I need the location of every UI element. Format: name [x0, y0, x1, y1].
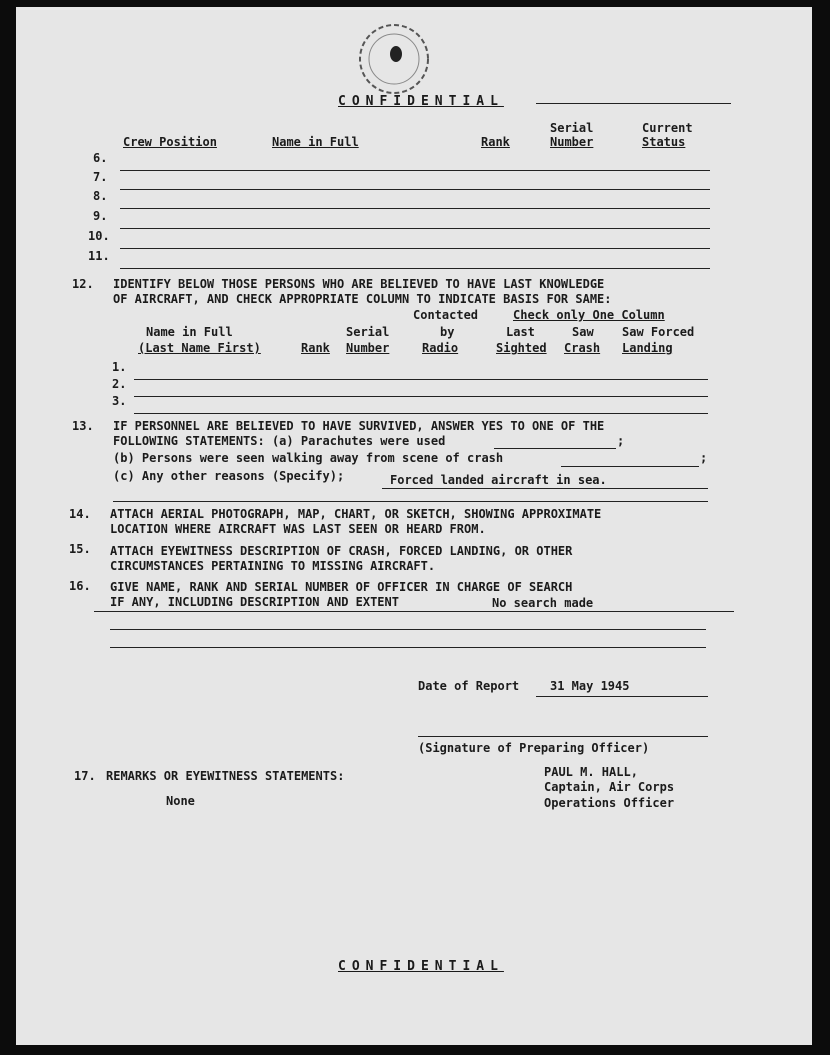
item17-label: REMARKS OR EYEWITNESS STATEMENTS: — [106, 769, 345, 783]
item12-header-sighted: Sighted — [496, 341, 547, 355]
circular-stamp-icon — [356, 21, 432, 97]
item13-line1: IF PERSONNEL ARE BELIEVED TO HAVE SURVIVED, ANSWER YES TO ONE OF THE — [113, 419, 605, 433]
date-line — [536, 696, 708, 697]
item16-line-2 — [110, 629, 706, 630]
date-label: Date of Report — [418, 679, 520, 693]
item12-header-landing: Landing — [622, 341, 673, 355]
crew-row-line — [120, 248, 710, 249]
signature-label: (Signature of Preparing Officer) — [418, 741, 650, 755]
item13-line2: FOLLOWING STATEMENTS: (a) Parachutes were used — [113, 434, 446, 448]
crew-row-number: 8. — [93, 189, 108, 203]
item14-line2: LOCATION WHERE AIRCRAFT WAS LAST SEEN OR HEARD FROM. — [110, 522, 486, 536]
crew-row-line — [120, 208, 710, 209]
header-rank: Rank — [481, 135, 510, 149]
item13-line2-end: ; — [617, 434, 625, 448]
footer-confidential: CONFIDENTIAL — [338, 959, 504, 974]
header-name-in-full: Name in Full — [272, 135, 359, 149]
header-serial-number: Number — [550, 135, 594, 149]
item12-line2: OF AIRCRAFT, AND CHECK APPROPRIATE COLUMN TO INDICATE BASIS FOR SAME: — [113, 292, 612, 306]
item16-line1: GIVE NAME, RANK AND SERIAL NUMBER OF OFFICER IN CHARGE OF SEARCH — [110, 580, 573, 594]
item13-answer: Forced landed aircraft in sea. — [390, 473, 607, 487]
crew-row-number: 9. — [93, 209, 108, 223]
crew-row-number: 10. — [88, 229, 110, 243]
item17-value: None — [166, 794, 195, 808]
item12-row-number: 2. — [112, 377, 127, 391]
item13-b-answer-line — [561, 466, 699, 467]
date-value: 31 May 1945 — [550, 679, 630, 693]
item12-row-line — [134, 396, 708, 397]
item16-answer: No search made — [492, 596, 594, 610]
item13-line3: (b) Persons were seen walking away from scene of crash — [113, 451, 504, 465]
item14-number: 14. — [69, 507, 91, 521]
crew-row-line — [120, 228, 710, 229]
header-crew-position: Crew Position — [123, 135, 217, 149]
item12-header-radio: Radio — [422, 341, 459, 355]
item12-header-rank: Rank — [301, 341, 330, 355]
item12-header-by: by — [440, 325, 455, 339]
item13-a-answer-line — [494, 448, 616, 449]
crew-row-number: 7. — [93, 170, 108, 184]
item12-header-last: Last — [506, 325, 535, 339]
item12-line1: IDENTIFY BELOW THOSE PERSONS WHO ARE BELIEVED TO HAVE LAST KNOWLEDGE — [113, 277, 605, 291]
item14-line1: ATTACH AERIAL PHOTOGRAPH, MAP, CHART, OR SKETCH, SHOWING APPROXIMATE — [110, 507, 602, 521]
signature-title: Operations Officer — [544, 796, 675, 810]
item16-line2: IF ANY, INCLUDING DESCRIPTION AND EXTENT — [110, 595, 399, 609]
item12-header-name: Name in Full — [146, 325, 233, 339]
item15-line1: ATTACH EYEWITNESS DESCRIPTION OF CRASH, FORCED LANDING, OR OTHER — [110, 544, 573, 558]
item12-number: 12. — [72, 277, 94, 291]
item12-row-line — [134, 413, 708, 414]
item12-row-number: 1. — [112, 360, 127, 374]
item12-header-saw-forced: Saw Forced — [622, 325, 695, 339]
crew-row-number: 11. — [88, 249, 110, 263]
document-page — [16, 7, 812, 1045]
item12-header-check-one: Check only One Column — [513, 308, 665, 322]
item16-line-3 — [110, 647, 706, 648]
signature-line — [418, 736, 708, 737]
item13-answer-line — [382, 488, 708, 489]
signature-name: PAUL M. HALL, — [544, 765, 638, 779]
item16-number: 16. — [69, 579, 91, 593]
item12-header-saw: Saw — [572, 325, 594, 339]
item13-number: 13. — [72, 419, 94, 433]
item12-header-serial: Serial — [346, 325, 390, 339]
header-current: Current — [642, 121, 693, 135]
item13-answer-line-2 — [113, 501, 708, 502]
item15-number: 15. — [69, 542, 91, 556]
crew-row-number: 6. — [93, 151, 108, 165]
header-confidential: CONFIDENTIAL — [338, 94, 504, 109]
item12-header-crash: Crash — [564, 341, 601, 355]
crew-row-line — [120, 268, 710, 269]
header-serial: Serial — [550, 121, 594, 135]
item17-number: 17. — [74, 769, 96, 783]
item12-header-serial-number: Number — [346, 341, 390, 355]
item12-row-line — [134, 379, 708, 380]
item15-line2: CIRCUMSTANCES PERTAINING TO MISSING AIRCRAFT. — [110, 559, 436, 573]
signature-rank: Captain, Air Corps — [544, 780, 675, 794]
item12-row-number: 3. — [112, 394, 127, 408]
crew-row-line — [120, 170, 710, 171]
item13-line4: (c) Any other reasons (Specify); — [113, 469, 345, 483]
header-rule — [536, 103, 731, 104]
item16-answer-line — [94, 611, 734, 612]
item12-header-contacted: Contacted — [413, 308, 479, 322]
item13-line3-end: ; — [700, 451, 708, 465]
header-status: Status — [642, 135, 686, 149]
item12-header-last-name-first: (Last Name First) — [138, 341, 261, 355]
crew-row-line — [120, 189, 710, 190]
